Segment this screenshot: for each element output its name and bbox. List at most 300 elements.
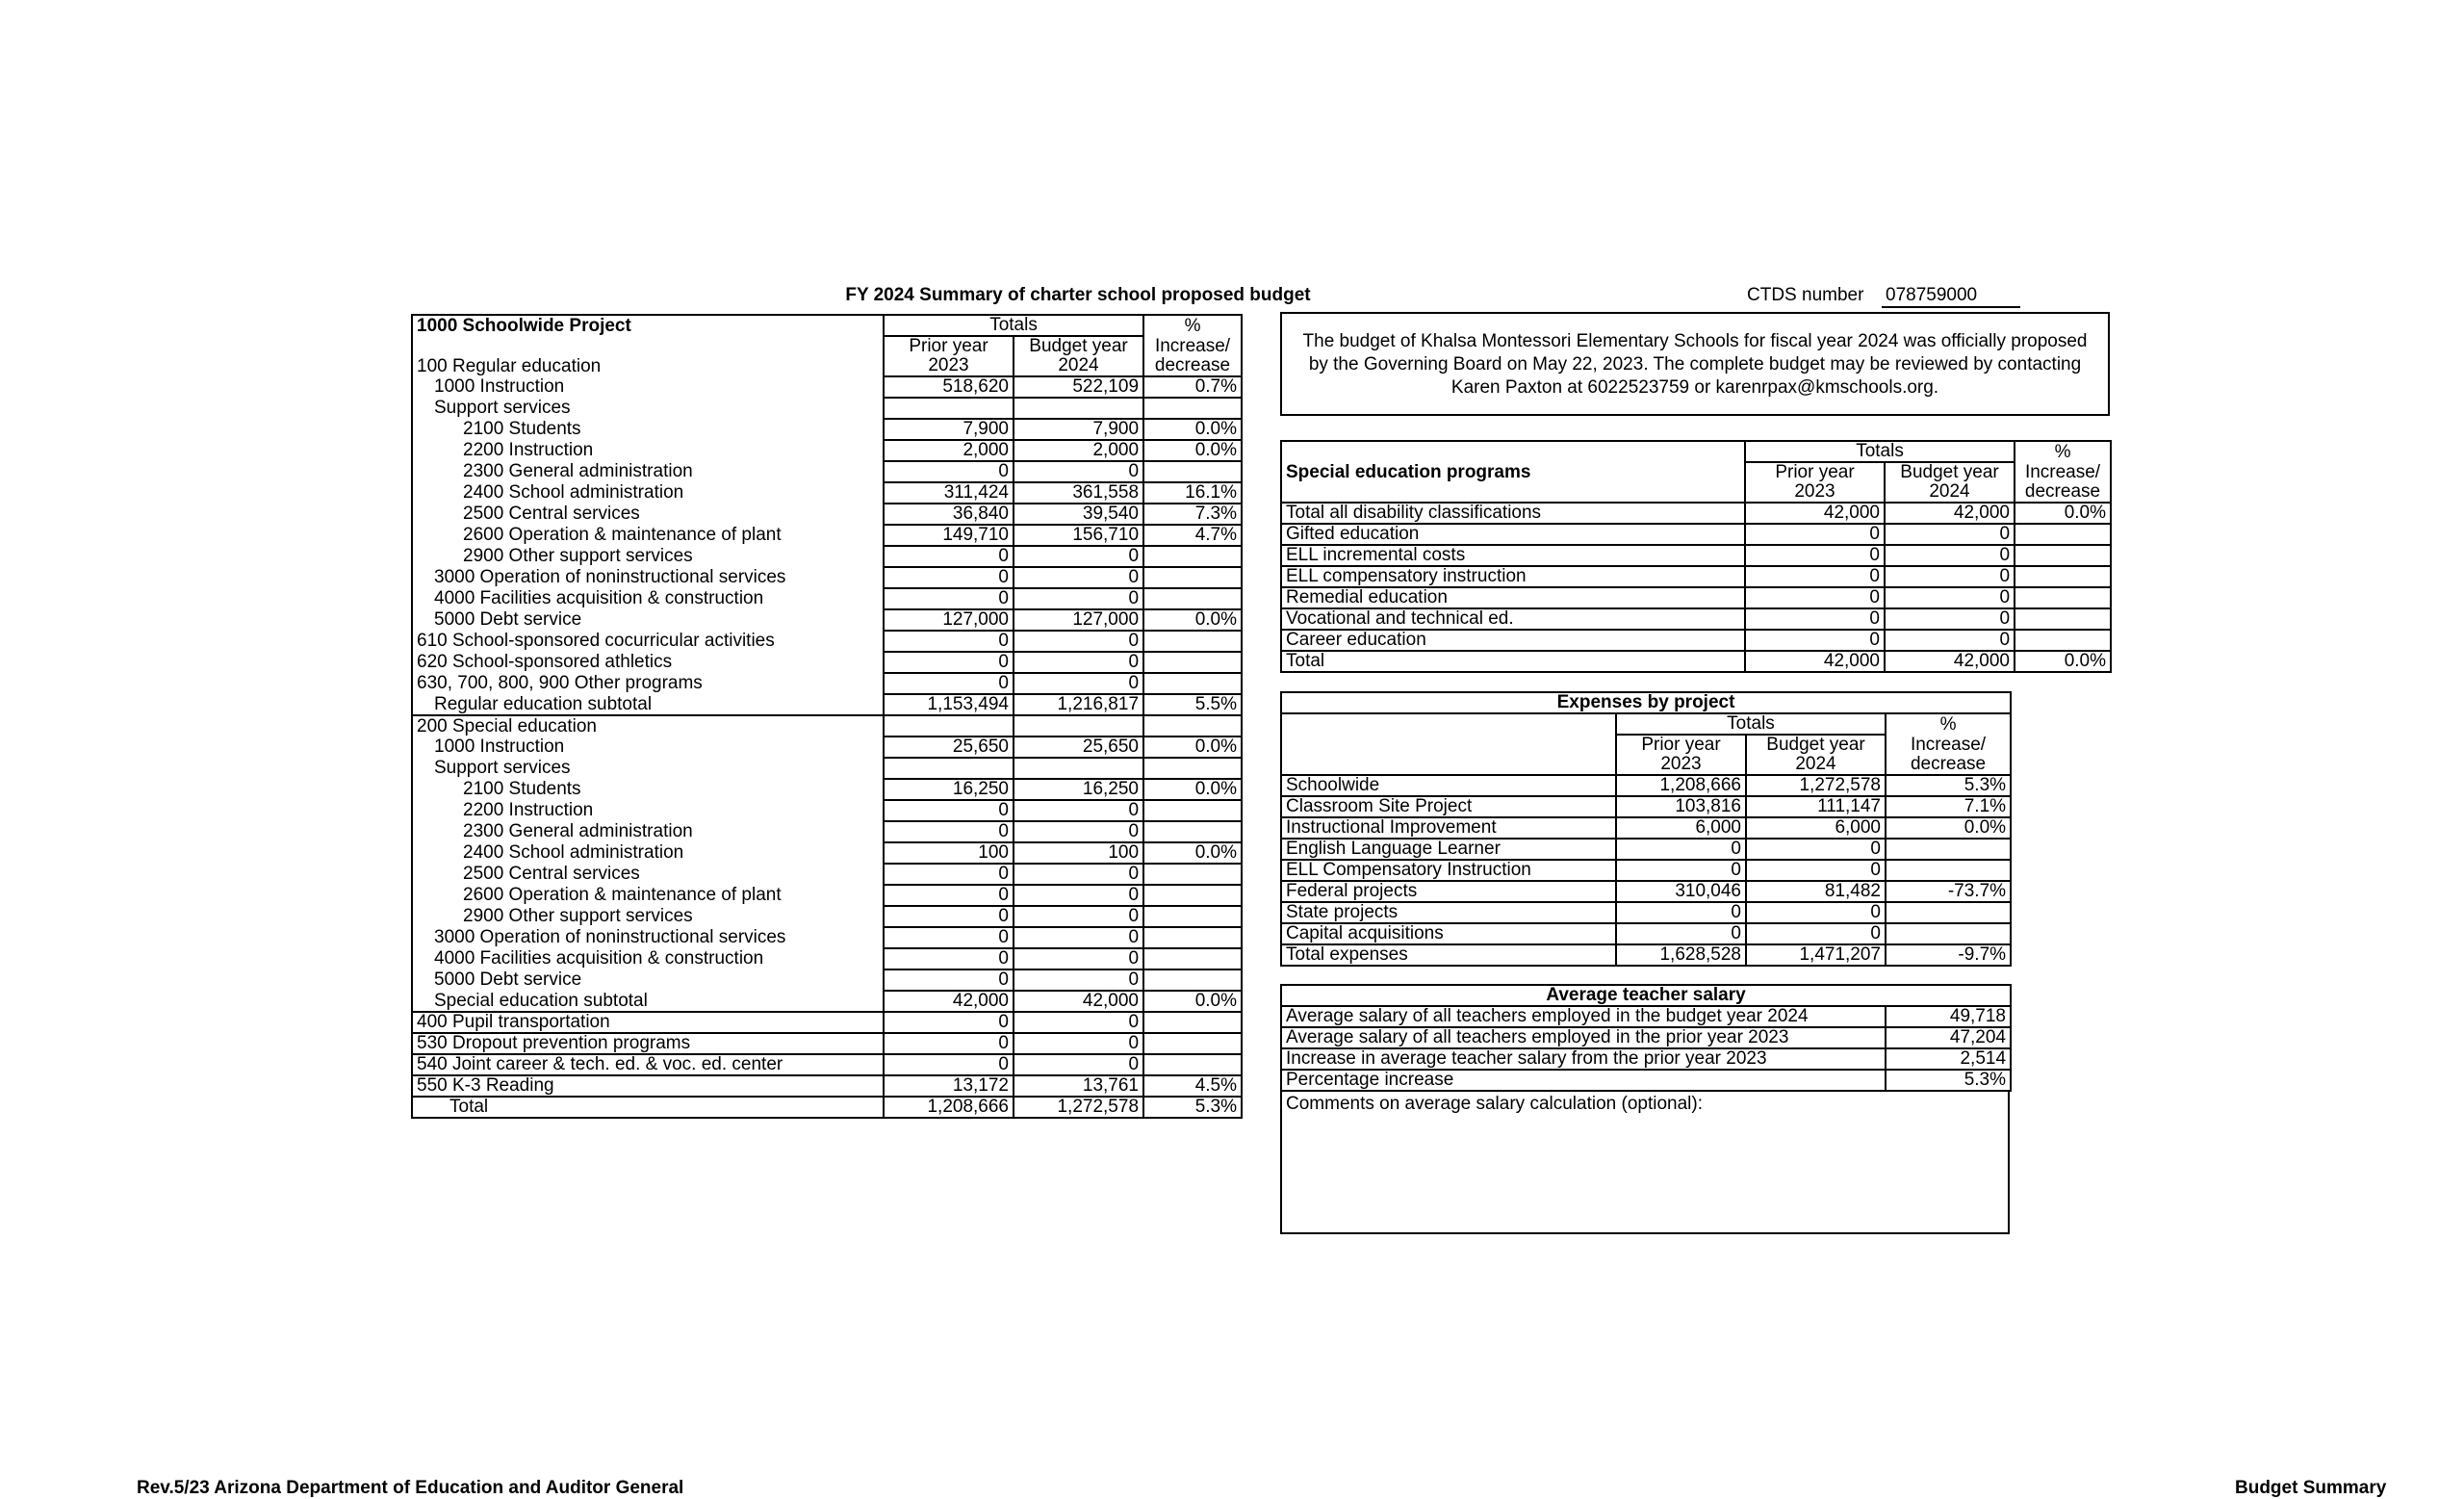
percent-change-value [1143,800,1242,821]
row-label: Regular education subtotal [412,694,884,715]
row-label: 2600 Operation & maintenance of plant [412,885,884,906]
budget-year-value: 0 [1014,673,1143,694]
table-row [412,567,1242,588]
prior-year-value: 0 [884,673,1014,694]
budget-year-value [1014,398,1143,419]
row-label: 630, 700, 800, 900 Other programs [412,673,884,694]
prior-year-header-year: 2023 [884,356,1014,376]
percent-change-value: 0.0% [2015,503,2111,524]
row-label: 2300 General administration [412,821,884,842]
prior-year-value: 0 [884,1054,1014,1075]
table-row [1281,817,2011,839]
project-label: Capital acquisitions [1281,923,1616,944]
budget-year-value: 0 [1014,461,1143,482]
percent-change-value: 7.3% [1143,504,1242,525]
percent-change-value: 7.1% [1886,796,2011,817]
row-label: 400 Pupil transportation [412,1012,884,1033]
program-label: Total [1281,651,1745,672]
budget-year-value: 42,000 [1885,651,2015,672]
prior-year-value: 36,840 [884,504,1014,525]
prior-year-value: 0 [884,1012,1014,1033]
total-label: Total [412,1097,884,1118]
budget-year-value: 0 [1014,821,1143,842]
row-label: 4000 Facilities acquisition & construction [412,588,884,609]
table-row [412,694,1242,715]
percent-change-value [1143,1054,1242,1075]
salary-value: 5.3% [1886,1070,2011,1091]
ctds-label: CTDS number [1747,285,1864,305]
prior-year-value: 518,620 [884,376,1014,398]
percent-change-value [1143,906,1242,927]
table-row [1281,1070,2011,1091]
row-label: 2900 Other support services [412,906,884,927]
budget-year-value: 0 [1014,631,1143,652]
program-label: Total all disability classifications [1281,503,1745,524]
percent-change-value [1143,398,1242,419]
table-row [1281,944,2011,966]
percent-change-value [1143,758,1242,779]
prior-year-value: 7,900 [884,419,1014,440]
budget-year-value: 0 [1014,948,1143,969]
program-label: ELL incremental costs [1281,545,1745,566]
prior-year-value: 6,000 [1616,817,1746,839]
prior-year-value: 42,000 [1745,503,1885,524]
footer-right: Budget Summary [2235,1478,2387,1498]
prior-year-value: 149,710 [884,525,1014,546]
table-row [1281,902,2011,923]
prior-year-value: 0 [884,864,1014,885]
empty-cell [884,715,1014,737]
budget-year-value: 156,710 [1014,525,1143,546]
budget-year-value: 0 [1014,969,1143,991]
percent-change-value: 4.5% [1143,1075,1242,1097]
percent-change-value: 0.0% [1886,817,2011,839]
expenses-title: Expenses by project [1281,692,2011,713]
percent-change-value [1143,631,1242,652]
budget-year-value: 0 [1885,608,2015,630]
budget-year-value: 0 [1885,545,2015,566]
budget-year-value: 2,000 [1014,440,1143,461]
row-label: 2300 General administration [412,461,884,482]
row-label: 2100 Students [412,779,884,800]
prior-year-value: 0 [1745,587,1885,608]
sp-prior-header: Prior year [1745,462,1885,482]
prior-year-value: 16,250 [884,779,1014,800]
decrease-header: decrease [1143,356,1242,376]
percent-change-value [2015,608,2111,630]
sp-prior-year: 2023 [1745,482,1885,503]
ex-increase-header: Increase/ [1886,735,2011,755]
section-title: 1000 Schoolwide Project [412,315,884,336]
row-label: 610 School-sponsored cocurricular activities [412,631,884,652]
budget-year-value: 0 [1014,864,1143,885]
percent-change-value: 0.0% [1143,440,1242,461]
percent-change-value: 5.5% [1143,694,1242,715]
prior-year-value: 100 [884,842,1014,864]
prior-year-value: 1,628,528 [1616,944,1746,966]
budget-year-value: 0 [1014,588,1143,609]
percent-change-value: -73.7% [1886,881,2011,902]
table-row [1281,923,2011,944]
total-prior-value: 1,208,666 [884,1097,1014,1118]
table-row [1281,1006,2011,1027]
table-row [1281,839,2011,860]
table-row [412,1054,1242,1075]
budget-year-value: 16,250 [1014,779,1143,800]
budget-year-header: Budget year [1014,336,1143,356]
project-label: Instructional Improvement [1281,817,1616,839]
table-row [412,864,1242,885]
row-label: 620 School-sponsored athletics [412,652,884,673]
percent-change-value: 0.0% [2015,651,2111,672]
budget-year-header-year: 2024 [1014,356,1143,376]
row-label: 5000 Debt service [412,969,884,991]
table-row [412,1075,1242,1097]
prior-year-value: 0 [1745,566,1885,587]
prior-year-header: Prior year [884,336,1014,356]
row-label: 2100 Students [412,419,884,440]
ex-totals-header: Totals [1616,713,1886,735]
budget-year-value: 42,000 [1885,503,2015,524]
total-budget-value: 1,272,578 [1014,1097,1143,1118]
ex-budget-year: 2024 [1746,755,1886,775]
regular-education-label: 100 Regular education [412,356,884,376]
table-row [412,779,1242,800]
table-row [1281,566,2111,587]
percent-change-value [2015,630,2111,651]
percent-change-value [1143,969,1242,991]
salary-comments-box[interactable] [1280,1090,2010,1234]
table-row [1281,775,2011,796]
budget-year-value: 0 [1014,906,1143,927]
budget-year-value: 0 [1746,860,1886,881]
table-row [1281,503,2111,524]
prior-year-value: 127,000 [884,609,1014,631]
row-label: 2900 Other support services [412,546,884,567]
budget-year-value: 0 [1014,1054,1143,1075]
sp-totals-header: Totals [1745,441,2015,462]
table-row [412,440,1242,461]
table-row [1281,860,2011,881]
budget-year-value: 42,000 [1014,991,1143,1012]
budget-year-value: 0 [1014,652,1143,673]
percent-change-value [2015,566,2111,587]
budget-year-value: 0 [1746,923,1886,944]
row-label: 540 Joint career & tech. ed. & voc. ed. center [412,1054,884,1075]
percent-change-value [2015,524,2111,545]
salary-comments-label: Comments on average salary calculation (optional): [1286,1094,1703,1114]
sp-pct-header: % [2015,441,2111,462]
row-label: 2200 Instruction [412,440,884,461]
budget-year-value: 0 [1746,839,1886,860]
budget-year-value: 127,000 [1014,609,1143,631]
percent-change-value: 0.7% [1143,376,1242,398]
prior-year-value: 0 [884,567,1014,588]
row-label: 1000 Instruction [412,376,884,398]
salary-label: Increase in average teacher salary from the prior year 2023 [1281,1048,1886,1070]
program-label: ELL compensatory instruction [1281,566,1745,587]
budget-year-value: 0 [1885,524,2015,545]
project-label: Total expenses [1281,944,1616,966]
budget-year-value: 522,109 [1014,376,1143,398]
prior-year-value: 0 [884,588,1014,609]
sp-budget-year: 2024 [1885,482,2015,503]
pct-header: % [1143,315,1242,336]
prior-year-value: 0 [1616,839,1746,860]
table-row [412,885,1242,906]
row-label: Special education subtotal [412,991,884,1012]
table-row [412,800,1242,821]
percent-change-value [2015,545,2111,566]
ex-pct-header: % [1886,713,2011,735]
prior-year-value: 0 [1745,524,1885,545]
program-label: Career education [1281,630,1745,651]
budget-year-value: 13,761 [1014,1075,1143,1097]
table-row [412,906,1242,927]
table-row [412,969,1242,991]
percent-change-value [1143,821,1242,842]
average-teacher-salary-table [1280,984,2012,1092]
project-label: State projects [1281,902,1616,923]
table-row [412,376,1242,398]
ex-prior-year: 2023 [1616,755,1746,775]
row-label: 530 Dropout prevention programs [412,1033,884,1054]
prior-year-value: 0 [884,906,1014,927]
budget-year-value: 7,900 [1014,419,1143,440]
prior-year-value: 0 [884,821,1014,842]
prior-year-value: 0 [884,631,1014,652]
table-row [412,419,1242,440]
percent-change-value [1143,673,1242,694]
percent-change-value [1143,461,1242,482]
budget-year-value: 0 [1014,800,1143,821]
salary-title: Average teacher salary [1281,985,2011,1006]
budget-year-value: 0 [1885,566,2015,587]
ex-prior-header: Prior year [1616,735,1746,755]
sp-increase-header: Increase/ [2015,462,2111,482]
prior-year-value [884,758,1014,779]
special-education-label: 200 Special education [412,715,884,737]
table-row [412,588,1242,609]
budget-year-value: 81,482 [1746,881,1886,902]
table-row [412,631,1242,652]
project-label: Schoolwide [1281,775,1616,796]
row-label: 2200 Instruction [412,800,884,821]
row-label: 1000 Instruction [412,737,884,758]
table-row [412,842,1242,864]
empty-cell [1014,715,1143,737]
percent-change-value [1886,839,2011,860]
salary-value: 49,718 [1886,1006,2011,1027]
percent-change-value: 0.0% [1143,419,1242,440]
prior-year-value: 0 [884,969,1014,991]
salary-value: 2,514 [1886,1048,2011,1070]
table-row [412,991,1242,1012]
salary-label: Percentage increase [1281,1070,1886,1091]
project-label: ELL Compensatory Instruction [1281,860,1616,881]
program-label: Remedial education [1281,587,1745,608]
prior-year-value: 0 [884,800,1014,821]
row-label: 5000 Debt service [412,609,884,631]
percent-change-value [1886,860,2011,881]
percent-change-value [1143,885,1242,906]
project-label: English Language Learner [1281,839,1616,860]
table-row [412,758,1242,779]
budget-year-value: 0 [1014,546,1143,567]
percent-change-value [1143,948,1242,969]
schoolwide-budget-table [411,314,1243,1119]
percent-change-value: 0.0% [1143,991,1242,1012]
program-label: Gifted education [1281,524,1745,545]
ex-decrease-header: decrease [1886,755,2011,775]
prior-year-value: 0 [1616,860,1746,881]
prior-year-value: 1,153,494 [884,694,1014,715]
budget-year-value: 0 [1014,1012,1143,1033]
table-row [1281,796,2011,817]
budget-year-value: 100 [1014,842,1143,864]
table-row [412,737,1242,758]
special-education-programs-table [1280,440,2112,673]
percent-change-value: 5.3% [1886,775,2011,796]
total-percent-value: 5.3% [1143,1097,1242,1118]
footer-left: Rev.5/23 Arizona Department of Education and Auditor General [137,1478,684,1498]
empty-cell [1143,715,1242,737]
project-label: Classroom Site Project [1281,796,1616,817]
table-row [1281,1048,2011,1070]
percent-change-value: 4.7% [1143,525,1242,546]
percent-change-value [1143,546,1242,567]
percent-change-value [1143,1033,1242,1054]
percent-change-value: 16.1% [1143,482,1242,504]
table-row [1281,524,2111,545]
prior-year-value [884,398,1014,419]
prior-year-value: 0 [884,1033,1014,1054]
prior-year-value: 0 [1616,902,1746,923]
prior-year-value: 42,000 [1745,651,1885,672]
program-label: Vocational and technical ed. [1281,608,1745,630]
total-row [412,1097,1242,1118]
budget-year-value: 1,471,207 [1746,944,1886,966]
prior-year-value: 0 [884,652,1014,673]
prior-year-value: 0 [1745,545,1885,566]
table-row [412,504,1242,525]
prior-year-value: 13,172 [884,1075,1014,1097]
percent-change-value: 0.0% [1143,609,1242,631]
prior-year-value: 0 [884,927,1014,948]
ex-budget-header: Budget year [1746,735,1886,755]
table-row [412,461,1242,482]
salary-label: Average salary of all teachers employed in the budget year 2024 [1281,1006,1886,1027]
table-row [412,609,1242,631]
salary-label: Average salary of all teachers employed in the prior year 2023 [1281,1027,1886,1048]
table-row [412,525,1242,546]
prior-year-value: 25,650 [884,737,1014,758]
row-label: 3000 Operation of noninstructional services [412,567,884,588]
prior-year-value: 0 [1745,630,1885,651]
prior-year-value: 103,816 [1616,796,1746,817]
budget-year-value: 25,650 [1014,737,1143,758]
increase-header: Increase/ [1143,336,1242,356]
prior-year-value: 0 [884,885,1014,906]
percent-change-value [1886,902,2011,923]
budget-notice: The budget of Khalsa Montessori Elementary Schools for fiscal year 2024 was officially proposed by the Governing Board on May 22, 2023. The complete budget may be reviewed by contacting Karen Paxton at 6022523759 or karenrpax@kmschools.org. [1280,312,2110,416]
percent-change-value: 0.0% [1143,842,1242,864]
row-label: 2500 Central services [412,864,884,885]
table-row [412,546,1242,567]
percent-change-value [1143,567,1242,588]
table-row [412,1012,1242,1033]
budget-year-value: 0 [1885,587,2015,608]
budget-year-value: 0 [1885,630,2015,651]
prior-year-value: 310,046 [1616,881,1746,902]
prior-year-value: 311,424 [884,482,1014,504]
percent-change-value [2015,587,2111,608]
prior-year-value: 42,000 [884,991,1014,1012]
budget-year-value: 6,000 [1746,817,1886,839]
table-row [1281,630,2111,651]
prior-year-value: 1,208,666 [1616,775,1746,796]
budget-year-value: 361,558 [1014,482,1143,504]
percent-change-value [1886,923,2011,944]
table-row [412,652,1242,673]
prior-year-value: 0 [884,546,1014,567]
totals-header: Totals [884,315,1143,336]
percent-change-value: 0.0% [1143,779,1242,800]
table-row [1281,881,2011,902]
percent-change-value: -9.7% [1886,944,2011,966]
budget-year-value: 0 [1014,885,1143,906]
prior-year-value: 0 [884,948,1014,969]
percent-change-value [1143,588,1242,609]
percent-change-value: 0.0% [1143,737,1242,758]
row-label: 2600 Operation & maintenance of plant [412,525,884,546]
row-label: Support services [412,758,884,779]
sp-decrease-header: decrease [2015,482,2111,503]
table-row [1281,651,2111,672]
prior-year-value: 0 [884,461,1014,482]
budget-year-value: 0 [1014,927,1143,948]
prior-year-value: 0 [1745,608,1885,630]
sp-title: Special education programs [1281,462,1745,482]
percent-change-value [1143,1012,1242,1033]
table-row [412,1033,1242,1054]
salary-value: 47,204 [1886,1027,2011,1048]
budget-year-value: 39,540 [1014,504,1143,525]
budget-year-value: 111,147 [1746,796,1886,817]
table-row [1281,1027,2011,1048]
budget-year-value: 1,216,817 [1014,694,1143,715]
table-row [412,398,1242,419]
sp-budget-header: Budget year [1885,462,2015,482]
budget-year-value [1014,758,1143,779]
row-label: 2500 Central services [412,504,884,525]
table-row [1281,587,2111,608]
table-row [412,482,1242,504]
expenses-by-project-table [1280,691,2012,967]
page-title: FY 2024 Summary of charter school proposed budget [845,285,1311,305]
project-label: Federal projects [1281,881,1616,902]
table-row [412,927,1242,948]
percent-change-value [1143,927,1242,948]
prior-year-value: 0 [1616,923,1746,944]
table-row [412,673,1242,694]
table-row [1281,608,2111,630]
row-label: 2400 School administration [412,842,884,864]
row-label: 2400 School administration [412,482,884,504]
table-row [412,821,1242,842]
row-label: Support services [412,398,884,419]
budget-year-value: 0 [1014,567,1143,588]
